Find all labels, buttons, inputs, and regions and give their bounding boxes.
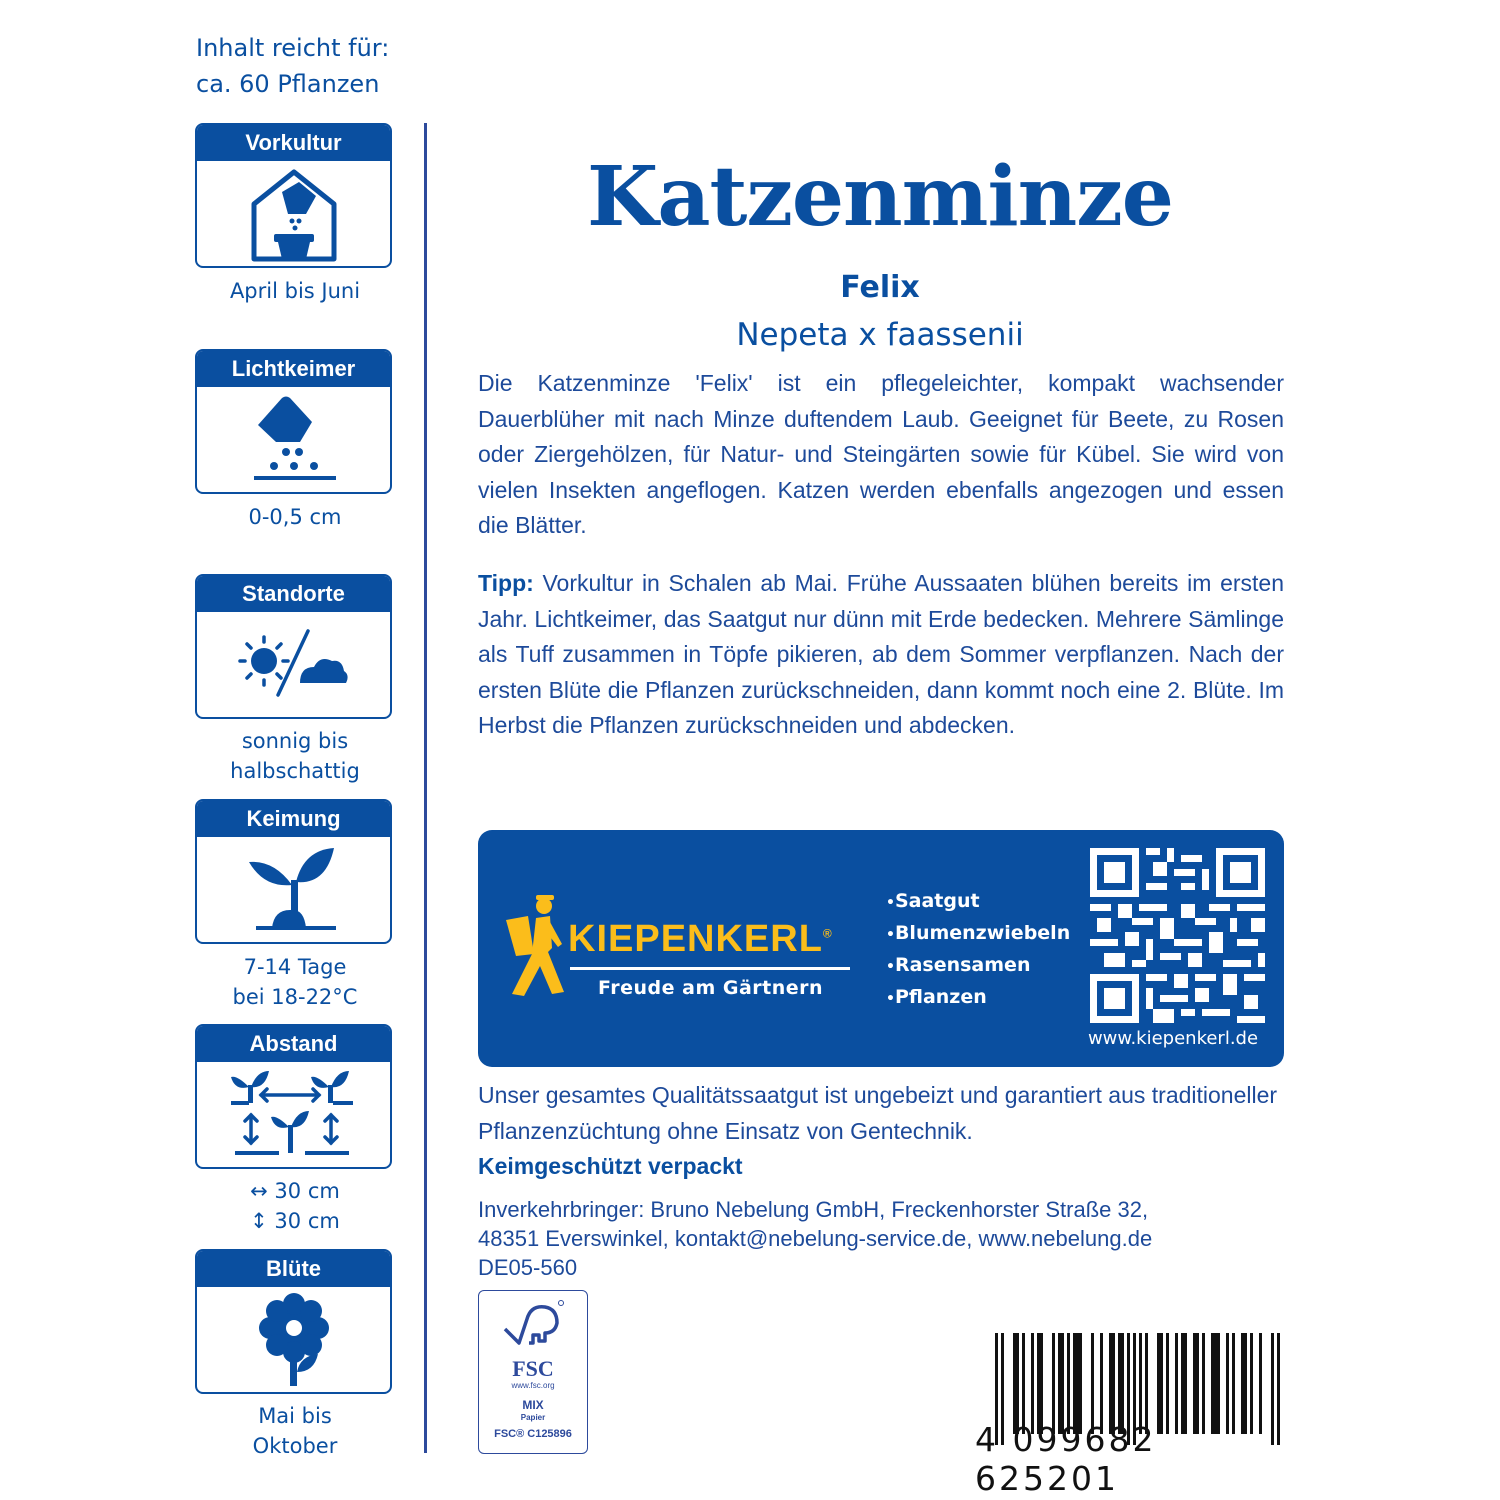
- card-standorte: [195, 574, 392, 719]
- card-title: Abstand: [197, 1026, 390, 1062]
- list-item: • Rasensamen: [886, 950, 1070, 982]
- fsc-label: FSC www.fsc.org MIX Papier FSC® C125896: [478, 1290, 588, 1454]
- fsc-tree-icon: [501, 1299, 565, 1351]
- card-caption: ↔ 30 cm ↕ 30 cm: [250, 1179, 340, 1233]
- card-caption: 7-14 Tage bei 18-22°C: [232, 955, 358, 1009]
- tip-text: Vorkultur in Schalen ab Mai. Frühe Aussaaten blühen bereits im ersten Jahr. Lichtkeimer, das Saatgut nur dünn mit Erde bedecken. Mehrere Sämlinge als Tuff zusammen in Töpfe pikieren, ab dem Sommer verpflanzen. Nach der ersten Blüte die Pflanzen zurückschneiden, dann kommt noch eine 2. Blüte. Im Herbst die Pflanzen zurückschneiden und abdecken.: [478, 570, 1284, 738]
- column-divider: [424, 123, 427, 1453]
- brand-slogan: Freude am Gärtnern: [598, 977, 824, 999]
- brand-product-list: [886, 886, 1070, 1014]
- card-bluete: [195, 1249, 392, 1394]
- packaging-note: Keimgeschützt verpackt: [478, 1153, 743, 1179]
- plant-spacing-icon: [229, 1065, 359, 1165]
- qr-code-icon[interactable]: [1090, 848, 1265, 1023]
- product-latin-name: Nepeta x faassenii: [736, 317, 1024, 353]
- card-keimung: [195, 799, 392, 944]
- list-item: • Blumenzwiebeln: [886, 918, 1070, 950]
- list-item: • Pflanzen: [886, 982, 1070, 1014]
- quality-statement: Unser gesamtes Qualitätssaatgut ist ungebeizt und garantiert aus traditioneller Pflanzenzüchtung ohne Einsatz von Gentechnik.: [478, 1082, 1278, 1144]
- card-title: Keimung: [197, 801, 390, 837]
- list-item: • Saatgut: [886, 886, 1070, 918]
- product-variety: Felix: [840, 270, 920, 305]
- brand-url-link[interactable]: www.kiepenkerl.de: [1087, 1028, 1259, 1049]
- content-info: [196, 30, 389, 102]
- seed-packet-sowing-icon: [244, 390, 344, 490]
- product-description: Die Katzenminze 'Felix' ist ein pflegeleichter, kompakt wachsender Dauerblüher mit nach Minze duftendem Laub. Geeignet für Beete, zu Rosen oder Ziergehölzen, für Natur- und Steingärten sowie für Kübel. Sie wird von vielen Insekten angeflogen. Katzen werden ebenfalls angezogen und essen die Blätter.: [478, 370, 1284, 538]
- product-tip: [478, 566, 1284, 744]
- card-vorkultur: [195, 123, 392, 268]
- product-title: Katzenminze: [587, 149, 1173, 245]
- card-title: Lichtkeimer: [197, 351, 390, 387]
- card-caption: Mai bis Oktober: [252, 1404, 338, 1458]
- flower-icon: [244, 1290, 344, 1390]
- card-caption: sonnig bis halbschattig: [230, 729, 360, 783]
- card-caption: April bis Juni: [229, 279, 361, 303]
- card-lichtkeimer: [195, 349, 392, 494]
- brand-name: KIEPENKERL®: [568, 918, 833, 960]
- brand-divider: [570, 967, 850, 970]
- seedling-icon: [244, 840, 344, 940]
- content-value: ca. 60 Pflanzen: [196, 70, 380, 98]
- card-abstand: [195, 1024, 392, 1169]
- card-title: Standorte: [197, 576, 390, 612]
- tip-label: Tipp:: [478, 570, 534, 596]
- barcode-number: 4 099682 625201: [975, 1420, 1157, 1498]
- card-caption: 0-0,5 cm: [248, 505, 342, 529]
- greenhouse-seeding-icon: [244, 164, 344, 264]
- brand-banner: [478, 830, 1284, 1067]
- hiker-logo-icon: [504, 892, 568, 1002]
- card-title: Vorkultur: [197, 125, 390, 161]
- content-label: Inhalt reicht für:: [196, 34, 390, 62]
- distributor-info: Inverkehrbringer: Bruno Nebelung GmbH, Freckenhorster Straße 32, 48351 Everswinkel, kontakt@nebelung-service.de, www.nebelung.de DE05-560: [478, 1197, 1153, 1280]
- sun-cloud-icon: [234, 625, 354, 705]
- card-title: Blüte: [197, 1251, 390, 1287]
